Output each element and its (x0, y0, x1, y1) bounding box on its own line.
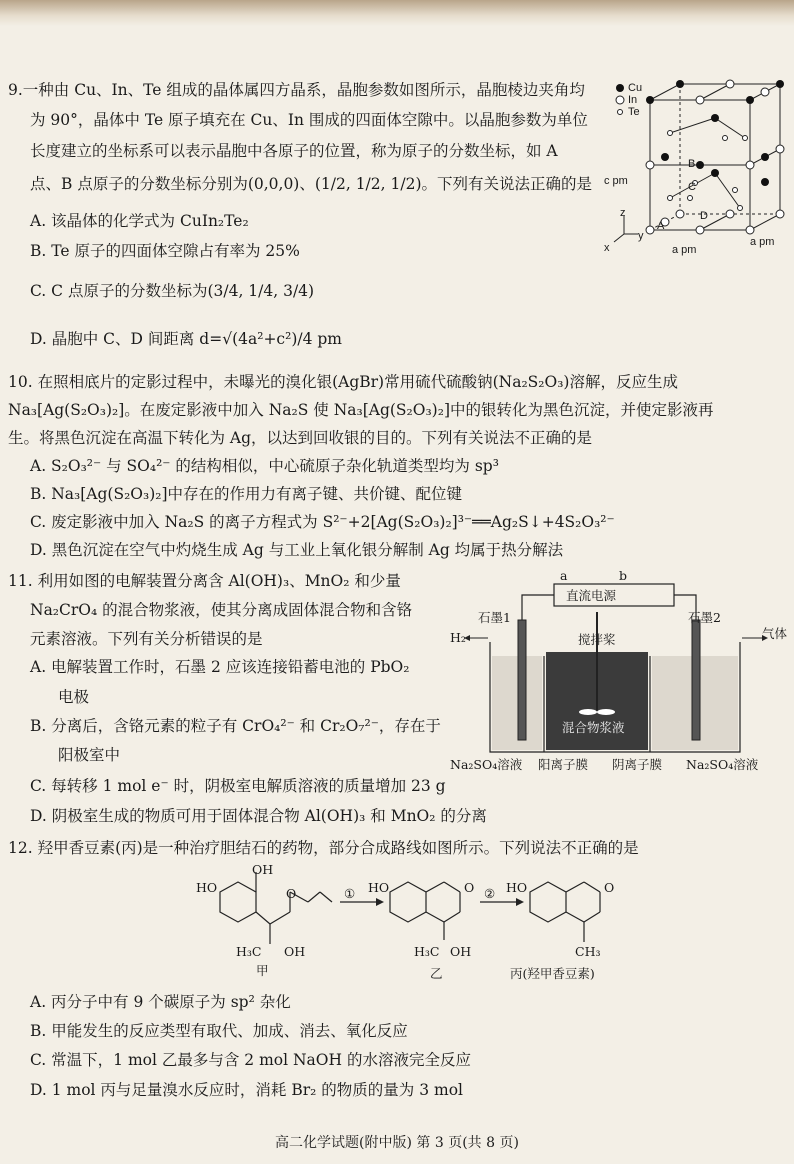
q12-option-d: D. 1 mol 丙与足量溴水反应时，消耗 Br₂ 的物质的量为 3 mol (30, 1081, 464, 1099)
q11-line-3: 元素溶液。下列有关分析错误的是 (30, 630, 263, 648)
gas-label: 气体 (762, 626, 788, 641)
yi-oh-label: OH (450, 944, 472, 959)
legend-cu: Cu (628, 82, 643, 94)
stirrer-label: 搅拌桨 (578, 632, 616, 647)
point-c-label: C (688, 181, 696, 193)
q9-line-1: 9.一种由 Cu、In、Te 组成的晶体属四方晶系，晶胞参数如图所示，晶胞棱边夹角均 (8, 81, 585, 99)
page-top-edge (0, 0, 794, 26)
bing-ho-label: HO (506, 880, 528, 895)
q10-line-1: 10. 在照相底片的定影过程中，未曝光的溴化银(AgBr)常用硫代硫酸钠(Na₂S₂O₃)溶解，反应生成 (8, 373, 678, 391)
jia-oh-top-label: OH (252, 862, 274, 877)
bing-o-label: O (604, 880, 615, 895)
step1-label: ① (344, 886, 356, 901)
point-b-label: B (688, 158, 696, 170)
step2-label: ② (484, 886, 496, 901)
point-a-label: A (657, 220, 665, 232)
q11-line-1: 11. 利用如图的电解装置分离含 Al(OH)₃、MnO₂ 和少量 (8, 572, 401, 590)
power-b-label: b (619, 568, 628, 583)
power-a-label: a (560, 568, 568, 583)
jia-name: 甲 (256, 963, 269, 978)
q11-option-c: C. 每转移 1 mol e⁻ 时，阴极室电解质溶液的质量增加 23 g (30, 777, 446, 795)
q10-line-2: Na₃[Ag(S₂O₃)₂]。在废定影液中加入 Na₂S 使 Na₃[Ag(S₂O₃)₂]中的银转化为黑色沉淀，并使定影液再 (8, 401, 714, 419)
q12-option-a: A. 丙分子中有 9 个碳原子为 sp² 杂化 (30, 993, 291, 1011)
right-solution-label: Na₂SO₄溶液 (686, 757, 759, 772)
q12-option-b: B. 甲能发生的反应类型有取代、加成、消去、氧化反应 (30, 1022, 408, 1040)
axes-icon (608, 212, 642, 246)
graphite2-label: 石墨2 (688, 610, 721, 625)
q10-option-a: A. S₂O₃²⁻ 与 SO₄²⁻ 的结构相似，中心硫原子杂化轨道类型均为 sp³ (30, 457, 499, 475)
h2-label: H₂ (450, 630, 466, 645)
electrolysis-figure (450, 572, 786, 772)
q9-option-d: D. 晶胞中 C、D 间距离 d=√(4a²+c²)/4 pm (30, 330, 343, 348)
q11-option-d: D. 阴极室生成的物质可用于固体混合物 Al(OH)₃ 和 MnO₂ 的分离 (30, 807, 487, 825)
q11-option-a: A. 电解装置工作时，石墨 2 应该连接铅蓄电池的 PbO₂ (30, 658, 410, 676)
bing-name: 丙(羟甲香豆素) (510, 966, 595, 981)
q11-line-2: Na₂CrO₄ 的混合物浆液，使其分离成固体混合物和含铬 (30, 601, 413, 619)
q9-line-4: 点、B 点原子的分数坐标分别为(0,0,0)、(1/2, 1/2, 1/2)。下列有关说法正确的是 (30, 175, 592, 193)
jia-oh-label: OH (284, 944, 306, 959)
point-d-label: D (700, 210, 708, 222)
a-pm-label-2: a pm (750, 236, 775, 248)
q12-stem: 12. 羟甲香豆素(丙)是一种治疗胆结石的药物，部分合成路线如图所示。下列说法不正确的是 (8, 839, 639, 857)
q10-option-b: B. Na₃[Ag(S₂O₃)₂]中存在的作用力有离子键、共价键、配位键 (30, 485, 463, 503)
legend-in: In (628, 94, 638, 106)
dc-power-label: 直流电源 (566, 588, 617, 603)
yi-o-label: O (464, 880, 475, 895)
axis-x-label: x (604, 242, 610, 254)
jia-o-label: O (286, 886, 297, 901)
q12-option-c: C. 常温下，1 mol 乙最多与含 2 mol NaOH 的水溶液完全反应 (30, 1051, 471, 1069)
q10-line-3: 生。将黑色沉淀在高温下转化为 Ag，以达到回收银的目的。下列有关说法不正确的是 (8, 429, 593, 447)
q11-option-b-cont: 阳极室中 (58, 746, 121, 764)
jia-ho-label: HO (196, 880, 218, 895)
bing-ch3-label: CH₃ (575, 944, 601, 959)
legend-te: Te (628, 106, 640, 118)
axis-z-label: z (620, 207, 626, 219)
graphite1-label: 石墨1 (478, 610, 511, 625)
c-pm-label: c pm (604, 175, 628, 187)
q10-option-d: D. 黑色沉淀在空气中灼烧生成 Ag 与工业上氧化银分解制 Ag 均属于热分解法 (30, 541, 564, 559)
q9-option-c: C. C 点原子的分数坐标为(3/4, 1/4, 3/4) (30, 282, 315, 300)
yi-name: 乙 (430, 966, 443, 981)
yi-h3c-label: H₃C (414, 944, 440, 959)
jia-h3c-label: H₃C (236, 944, 262, 959)
q9-option-b: B. Te 原子的四面体空隙占有率为 25% (30, 242, 300, 260)
page-footer: 高二化学试题(附中版) 第 3 页(共 8 页) (275, 1135, 519, 1151)
a-pm-label-1: a pm (672, 244, 697, 256)
q9-line-2: 为 90°，晶体中 Te 原子填充在 Cu、In 围成的四面体空隙中。以晶胞参数为单位 (30, 111, 588, 129)
q11-option-b: B. 分离后，含铬元素的粒子有 CrO₄²⁻ 和 Cr₂O₇²⁻，存在于 (30, 717, 441, 735)
axis-y-label: y (638, 230, 644, 242)
q10-option-c: C. 废定影液中加入 Na₂S 的离子方程式为 S²⁻+2[Ag(S₂O₃)₂]³⁻══Ag₂S↓+4S₂O₃²⁻ (30, 513, 615, 531)
q9-line-3: 长度建立的坐标系可以表示晶胞中各原子的位置，称为原子的分数坐标，如 A (30, 142, 558, 160)
anion-membrane-label: 阴离子膜 (612, 757, 663, 772)
slurry-label: 混合物浆液 (562, 720, 625, 735)
q9-option-a: A. 该晶体的化学式为 CuIn₂Te₂ (30, 212, 249, 230)
cation-membrane-label: 阳离子膜 (538, 757, 589, 772)
q11-option-a-cont: 电极 (58, 688, 90, 706)
left-solution-label: Na₂SO₄溶液 (450, 757, 523, 772)
yi-ho-label: HO (368, 880, 390, 895)
